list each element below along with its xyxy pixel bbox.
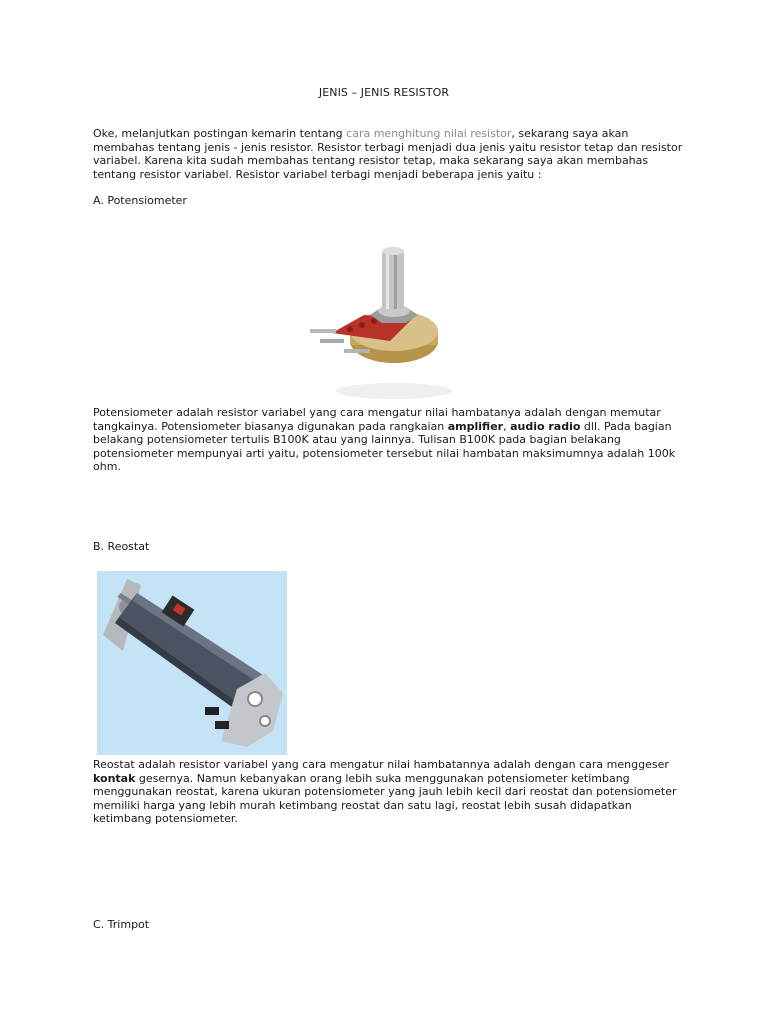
pot-text-1: Potensiometer adalah resistor variabel yang cara mengatur nilai hambatanya adalah dengan memutar tangkainya. Potensiometer biasanya digunakan pada rangkaian [93,406,661,433]
pot-text-2: , [503,419,511,433]
intro-text-start: Oke, melanjutkan postingan kemarin tentang [93,127,347,140]
reo-text-2: gesernya. Namun kebanyakan orang lebih suka menggunakan potensiometer ketimbang menggunakan reostat, karena ukuran potensiometer yang jauh lebih kecil dari reostat dan potensiometer memiliki harga yang lebih murah ketimbang reostat dan satu lagi, reostat lebih susah didapatkan ketimbang potensiometer. [93,771,677,825]
potentiometer-image [302,241,466,401]
heading-reostat: B. Reostat [93,540,150,553]
potensiometer-paragraph [93,406,683,474]
bold-audio-radio: audio radio [510,419,581,433]
intro-text-end: , sekarang saya akan membahas tentang jenis - jenis resistor. Resistor terbagi menjadi dua jenis yaitu resistor tetap dan resistor variabel. Karena kita sudah membahas tentang resistor tetap, maka sekarang saya akan membahas tentang resistor variabel. Resistor variabel terbagi menjadi beberapa jenis yaitu : [93,127,683,181]
reo-text-1: Reostat adalah resistor variabel yang cara mengatur nilai hambatannya adalah dengan cara menggeser [93,758,669,771]
reostat-paragraph [93,758,683,826]
document-title: JENIS – JENIS RESISTOR [318,86,450,99]
heading-trimpot: C. Trimpot [93,918,150,931]
bold-amplifier: amplifier [447,419,504,433]
heading-potensiometer: A. Potensiometer [93,194,187,207]
link-cara-menghitung[interactable]: cara menghitung nilai resistor [346,127,512,140]
intro-paragraph [93,127,683,181]
bold-kontak: kontak [93,771,136,785]
pot-text-3: dll. Pada bagian belakang potensiometer tertulis B100K atau yang lainnya. Tulisan B100K pada bagian belakang potensiometer mempunyai arti yaitu, potensiometer tersebut nilai hambatan maksimumnya adalah 100k ohm. [93,419,676,473]
rheostat-image [97,571,287,755]
